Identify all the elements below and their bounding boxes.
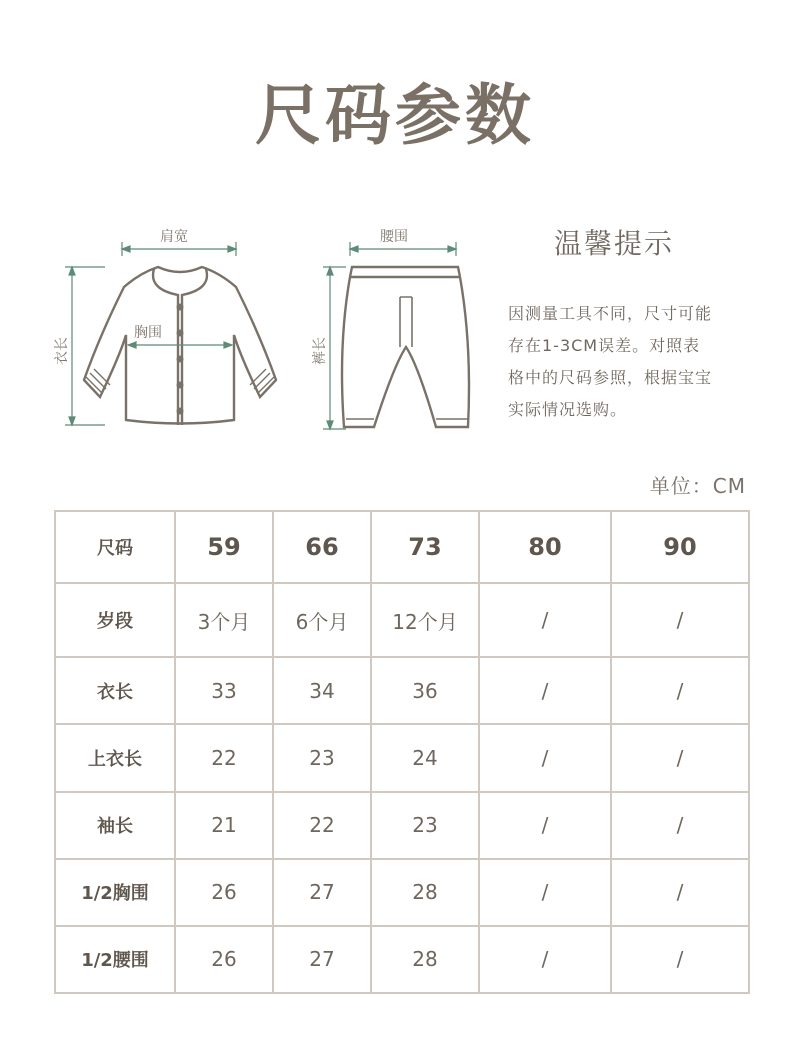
pants-diagram — [310, 215, 490, 445]
table-cell: / — [479, 792, 611, 859]
tips-line: 因测量工具不同，尺寸可能 — [508, 304, 713, 323]
table-cell: / — [611, 583, 749, 657]
unit-label: 单位：CM — [649, 474, 746, 498]
row-label: 上衣长 — [55, 724, 175, 791]
row-label: 岁段 — [55, 583, 175, 657]
table-row — [55, 792, 749, 859]
table-cell: 12个月 — [371, 583, 479, 657]
chest-dimension-line — [128, 342, 232, 348]
table-cell: / — [611, 792, 749, 859]
table-header-row — [55, 511, 749, 583]
row-label: 1/2腰围 — [55, 926, 175, 993]
table-cell: 22 — [273, 792, 371, 859]
row-label: 袖长 — [55, 792, 175, 859]
table-cell: / — [479, 583, 611, 657]
table-cell: 36 — [371, 657, 479, 724]
shirt-outline — [84, 267, 276, 425]
tips-line: 格中的尺码参照，根据宝宝 — [508, 368, 713, 387]
tips-line: 实际情况选购。 — [508, 400, 628, 419]
table-cell: / — [611, 657, 749, 724]
table-cell: / — [611, 859, 749, 926]
table-cell: 27 — [273, 859, 371, 926]
table-cell: 28 — [371, 859, 479, 926]
shirt-length-dimension-line — [65, 267, 105, 425]
header-cell: 59 — [175, 511, 273, 583]
table-cell: 26 — [175, 926, 273, 993]
table-cell: 26 — [175, 859, 273, 926]
tips-line: 存在1-3CM误差。对照表 — [508, 336, 701, 355]
table-row — [55, 583, 749, 657]
table-cell: / — [479, 926, 611, 993]
tips-section — [508, 222, 758, 426]
header-cell: 90 — [611, 511, 749, 583]
page-title: 尺码参数 — [255, 77, 535, 154]
table-row — [55, 859, 749, 926]
table-cell: 21 — [175, 792, 273, 859]
table-cell: / — [479, 724, 611, 791]
header-cell: 80 — [479, 511, 611, 583]
size-table — [54, 510, 750, 994]
table-cell: 23 — [371, 792, 479, 859]
table-cell: 6个月 — [273, 583, 371, 657]
table-cell: 3个月 — [175, 583, 273, 657]
shoulder-label: 肩宽 — [160, 229, 188, 245]
row-label: 衣长 — [55, 657, 175, 724]
row-label: 1/2胸围 — [55, 859, 175, 926]
pants-outline — [342, 267, 469, 427]
shirt-diagram — [50, 215, 310, 445]
table-cell: / — [611, 926, 749, 993]
table-cell: 34 — [273, 657, 371, 724]
pants-length-label: 裤长 — [312, 337, 328, 365]
table-cell: 22 — [175, 724, 273, 791]
table-cell: 27 — [273, 926, 371, 993]
table-cell: / — [611, 724, 749, 791]
table-cell: 24 — [371, 724, 479, 791]
header-cell: 尺码 — [55, 511, 175, 583]
tips-title: 温馨提示 — [554, 227, 675, 260]
waist-label: 腰围 — [380, 229, 408, 245]
chest-label: 胸围 — [134, 325, 162, 341]
shirt-length-label: 衣长 — [54, 337, 70, 365]
table-cell: 33 — [175, 657, 273, 724]
header-cell: 66 — [273, 511, 371, 583]
tips-text — [508, 298, 758, 426]
table-cell: / — [479, 657, 611, 724]
table-row — [55, 926, 749, 993]
table-cell: 28 — [371, 926, 479, 993]
table-row — [55, 724, 749, 791]
table-row — [55, 657, 749, 724]
table-cell: / — [479, 859, 611, 926]
header-cell: 73 — [371, 511, 479, 583]
table-cell: 23 — [273, 724, 371, 791]
